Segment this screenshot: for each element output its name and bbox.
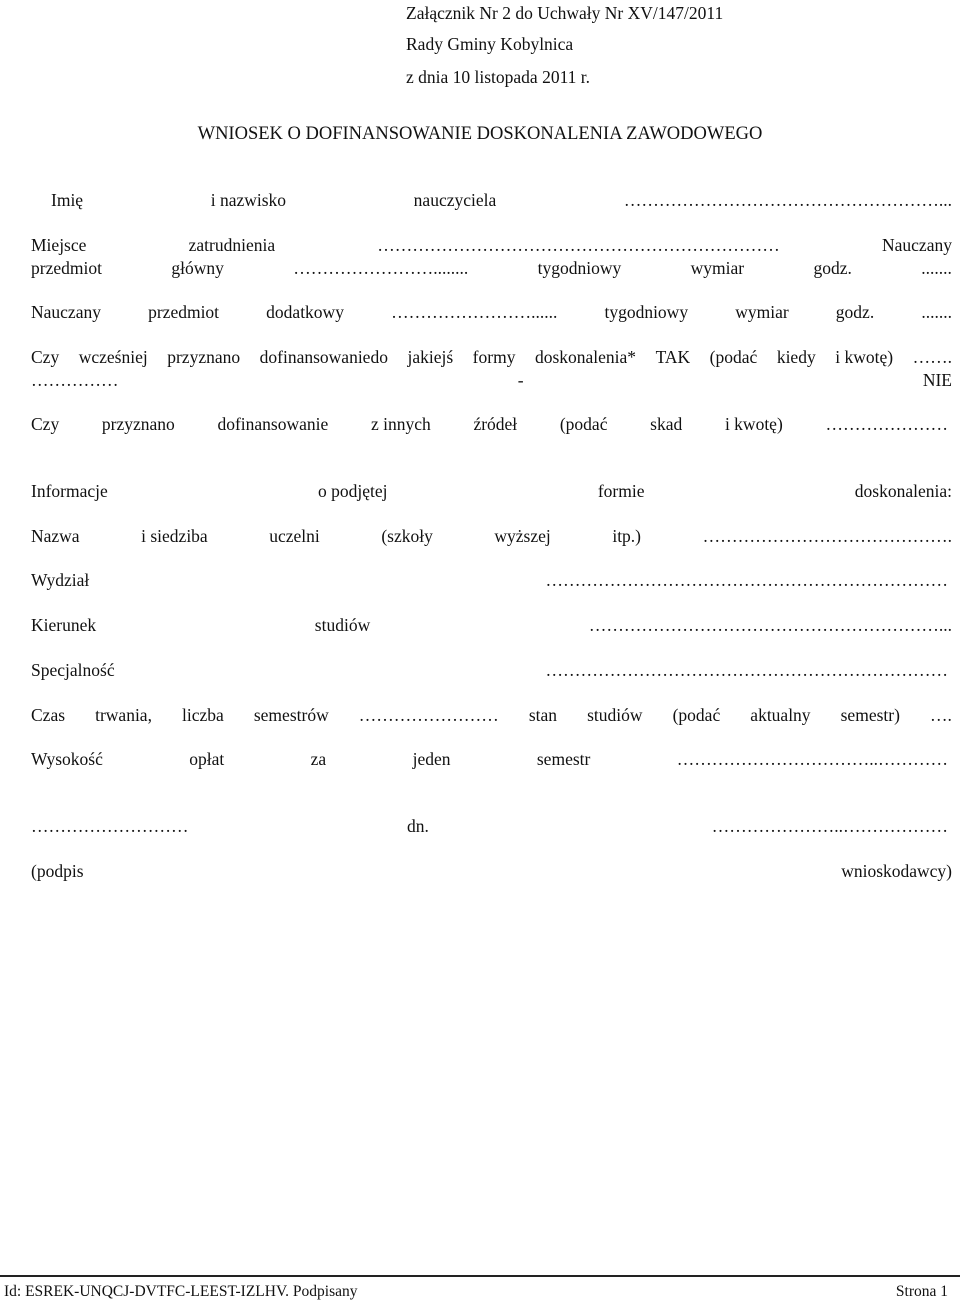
specialty-fill-line[interactable]: …………………………………………………………… — [545, 660, 948, 680]
teacher-name-row — [51, 189, 952, 211]
info-label-3: formie — [597, 481, 645, 501]
fee-fill-line[interactable]: ……………………………..………… — [676, 749, 948, 769]
employment-label-2: zatrudnienia — [188, 235, 276, 255]
additional-label-3: dodatkowy — [266, 302, 344, 322]
earlier-label-4: dofinansowaniedo — [259, 347, 388, 367]
duration-label-3: liczba — [182, 705, 224, 725]
additional-label-1: Nauczany — [31, 302, 101, 322]
attachment-line-2: Rady Gminy Kobylnica — [406, 34, 574, 54]
date-label: dn. — [407, 816, 429, 836]
field-fill-line[interactable]: ……………………………………………………... — [588, 615, 952, 635]
employment-row-2 — [31, 257, 952, 279]
sources-label-3: dofinansowanie — [217, 414, 329, 434]
university-fill-line[interactable]: ……………………………………. — [702, 526, 952, 546]
name-label-2: i nazwisko — [210, 190, 287, 210]
additional-hours-fill-line[interactable]: ....... — [921, 302, 952, 322]
university-label-2: i siedziba — [141, 526, 208, 546]
subject-label-start: Nauczany — [882, 235, 952, 255]
specialty-label: Specjalność — [31, 660, 115, 680]
sources-label-5: źródeł — [473, 414, 518, 434]
duration-label-2: trwania, — [95, 705, 152, 725]
page-number: Strona 1 — [895, 1283, 948, 1300]
university-label-3: uczelni — [269, 526, 320, 546]
signature-caption-right: wnioskodawcy) — [841, 861, 952, 881]
earlier-label-1: Czy — [31, 347, 60, 367]
sources-label-7: skad — [650, 414, 683, 434]
fee-label-5: semestr — [536, 749, 591, 769]
field-of-study-row — [31, 614, 952, 636]
university-label-4: (szkoły — [381, 526, 433, 546]
duration-row — [31, 704, 952, 726]
faculty-label: Wydział — [31, 570, 90, 590]
additional-subject-fill-line[interactable]: ……………………...... — [391, 302, 558, 322]
name-label-1: Imię — [51, 190, 84, 210]
sources-label-6: (podać — [559, 414, 608, 434]
specialty-row — [31, 659, 948, 681]
fee-label-1: Wysokość — [31, 749, 103, 769]
additional-label-2: przedmiot — [148, 302, 220, 322]
additional-subject-row — [31, 301, 952, 323]
additional-hours-label: wymiar — [735, 302, 789, 322]
field-label-1: Kierunek — [31, 615, 97, 635]
info-label-1: Informacje — [31, 481, 108, 501]
name-fill-line[interactable]: ………………………………………………... — [623, 190, 952, 210]
university-row — [31, 525, 952, 547]
document-id: Id: ESREK-UNQCJ-DVTFC-LEEST-IZLHV. Podpisany — [4, 1283, 358, 1300]
hours-label: wymiar — [690, 258, 745, 278]
earlier-fill-line[interactable]: ……. — [912, 347, 952, 367]
earlier-label-2: wcześniej — [78, 347, 148, 367]
fee-label-3: za — [310, 749, 327, 769]
sources-label-2: przyznano — [101, 414, 175, 434]
sources-label-4: z innych — [370, 414, 431, 434]
university-label-6: itp.) — [612, 526, 642, 546]
hours-unit-label: godz. — [813, 258, 852, 278]
duration-label-9: aktualny — [750, 705, 811, 725]
current-semester-fill-line[interactable]: …. — [929, 705, 952, 725]
place-fill-line[interactable]: ……………………… — [31, 816, 189, 836]
signature-caption-left: (podpis — [31, 861, 84, 881]
earlier-label-10: kiedy — [776, 347, 816, 367]
other-sources-fill-line[interactable]: ………………… — [825, 414, 948, 434]
other-sources-row — [31, 413, 948, 435]
footer-divider — [0, 1275, 960, 1277]
additional-hours-unit: godz. — [835, 302, 875, 322]
duration-label-4: semestrów — [253, 705, 329, 725]
earlier-funding-row-2 — [31, 369, 952, 391]
field-label-2: studiów — [314, 615, 371, 635]
employment-fill-line[interactable]: …………………………………………………………… — [377, 235, 780, 255]
earlier-label-6: formy — [472, 347, 516, 367]
earlier-label-7: doskonalenia* — [534, 347, 637, 367]
fee-label-2: opłat — [189, 749, 225, 769]
yes-option[interactable]: TAK — [655, 347, 691, 367]
earlier-funding-row-1 — [31, 346, 952, 368]
attachment-line-1: Załącznik Nr 2 do Uchwały Nr XV/147/2011 — [406, 3, 724, 23]
duration-label-10: semestr) — [840, 705, 900, 725]
weekly-label: tygodniowy — [537, 258, 622, 278]
subject-label-2: główny — [171, 258, 224, 278]
sources-label-8: i kwotę) — [724, 414, 783, 434]
faculty-fill-line[interactable]: …………………………………………………………… — [545, 570, 948, 590]
signature-fill-line[interactable]: …………………..……………… — [711, 816, 948, 836]
no-option[interactable]: NIE — [922, 370, 952, 390]
earlier-label-3: przyznano — [167, 347, 241, 367]
earlier-fill-line-2[interactable]: …………… — [31, 370, 119, 390]
duration-label-1: Czas — [31, 705, 66, 725]
fee-row — [31, 748, 948, 770]
development-info-row — [31, 480, 952, 502]
semesters-fill-line[interactable]: …………………… — [358, 705, 499, 725]
duration-label-6: stan — [528, 705, 558, 725]
employment-row-1 — [31, 234, 952, 256]
dash-separator: - — [517, 370, 524, 390]
main-subject-fill-line[interactable]: ……………………........ — [293, 258, 469, 278]
university-label-5: wyższej — [494, 526, 551, 546]
subject-label-1: przedmiot — [31, 258, 102, 278]
name-label-3: nauczyciela — [413, 190, 497, 210]
duration-label-7: studiów — [587, 705, 643, 725]
attachment-line-3: z dnia 10 listopada 2011 r. — [406, 67, 591, 87]
info-label-2: o podjętej — [318, 481, 388, 501]
faculty-row — [31, 569, 948, 591]
additional-weekly-label: tygodniowy — [604, 302, 689, 322]
employment-label-1: Miejsce — [31, 235, 87, 255]
fee-label-4: jeden — [412, 749, 451, 769]
info-label-4: doskonalenia: — [854, 481, 952, 501]
earlier-label-11: i kwotę) — [835, 347, 894, 367]
university-label-1: Nazwa — [31, 526, 80, 546]
main-hours-fill-line[interactable]: ....... — [921, 258, 952, 278]
duration-label-8: (podać — [672, 705, 721, 725]
sources-label-1: Czy — [31, 414, 60, 434]
document-title: WNIOSEK O DOFINANSOWANIE DOSKONALENIA ZAWODOWEGO — [197, 124, 763, 144]
earlier-label-9: (podać — [709, 347, 758, 367]
earlier-label-5: jakiejś — [407, 347, 454, 367]
